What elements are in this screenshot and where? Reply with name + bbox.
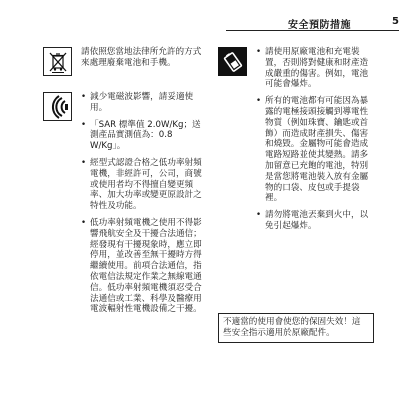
left-column	[43, 47, 203, 321]
recycle-section	[43, 47, 203, 76]
list-item: • 所有的電池都有可能因為暴露的電極接頭接觸到導電性物質（例如珠寶、鑰匙或首飾）而造成財產損失、傷害和燒毀。金屬物可能會造成電路短路並使其變熱。請多加留意已充飽的電池，特別是當您將電池裝入放有金屬物的口袋、皮包或手提袋裡。	[256, 96, 376, 204]
list-item: • 低功率射頻電機之使用不得影響飛航安全及干擾合法通信；經發現有干擾現象時，應立即停用，並改善至無干擾時方得繼續使用。前項合法通信，指依電信法規定作業之無線電通信。低功率射頻電機須忍受合法通信或工業、科學及醫療用電波輻射性電機設備之干擾。	[81, 218, 203, 315]
list-item: • 請使用原廠電池和充電裝置，否則將對健康和財產造成嚴重的傷害。例如，電池可能會爆炸。	[256, 47, 376, 90]
sar-section	[43, 92, 203, 321]
battery-section	[218, 47, 376, 238]
radio-wave-icon	[43, 92, 72, 121]
right-column	[218, 47, 376, 238]
list-item: • 「SAR 標準值 2.0W/Kg；送測產品實測值為：0.8 W/Kg」。	[81, 120, 203, 152]
recycle-text: 請依照您當地法律所允許的方式來處理廢棄電池和手機。	[81, 47, 202, 68]
battery-bullet-list	[256, 47, 376, 238]
page-number: 5	[392, 16, 399, 27]
page-header	[0, 14, 413, 34]
crossed-out-wheelie-bin-icon	[43, 47, 72, 76]
list-item: • 減少電磁波影響，請妥適使用。	[81, 92, 203, 114]
header-rule	[226, 30, 399, 31]
warranty-notice: 不適當的使用會使您的保固失效！這些安全指示適用於原廠配件。	[218, 313, 374, 343]
list-item: • 請勿將電池丟棄到火中，以免引起爆炸。	[256, 210, 376, 232]
list-item: • 經型式認證合格之低功率射頻電機，非經許可，公司，商號或使用者均不得擅自變更頻率、加大功率或變更原設計之特性及功能。	[81, 158, 203, 212]
sar-bullet-list	[81, 92, 203, 321]
section-title: 安全預防措施	[288, 20, 351, 31]
battery-warning-icon	[218, 47, 247, 76]
